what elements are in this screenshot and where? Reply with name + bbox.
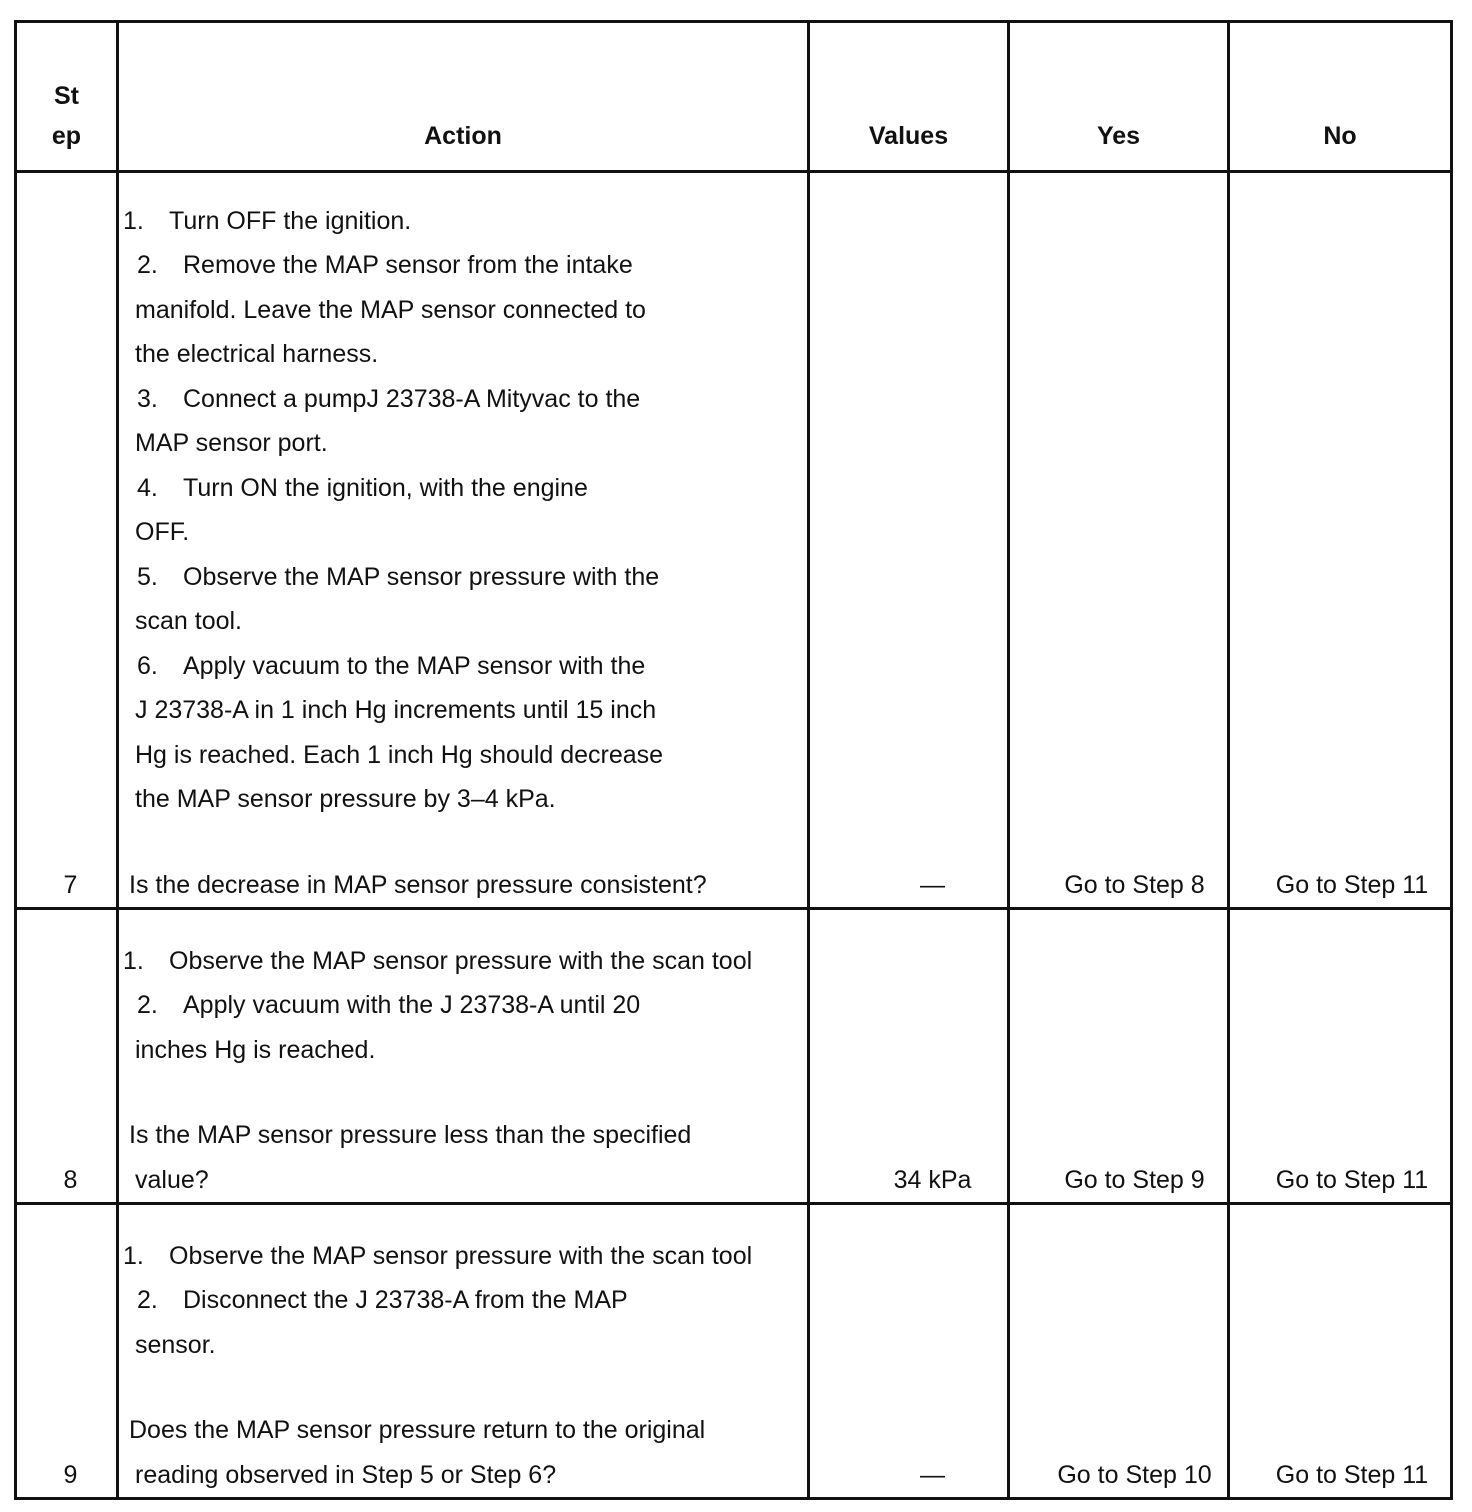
header-no: No — [1229, 22, 1452, 172]
diagnostic-table — [14, 20, 1453, 1500]
list-item: 5. Observe the MAP sensor pressure with the — [137, 562, 660, 591]
header-row — [16, 22, 1452, 172]
question-text: Is the decrease in MAP sensor pressure consistent? — [129, 870, 707, 899]
no-cell — [1229, 909, 1452, 1204]
yes-text: Go to Step 10 — [1057, 1460, 1212, 1489]
action-cell — [118, 909, 809, 1204]
list-item-continuation: sensor. — [135, 1330, 216, 1359]
header-step-label: St ep — [51, 82, 82, 150]
header-yes: Yes — [1009, 22, 1229, 172]
yes-cell — [1009, 1204, 1229, 1499]
value-text: — — [920, 1460, 945, 1489]
list-item: 1. Observe the MAP sensor pressure with the scan tool — [123, 1241, 753, 1270]
values-cell — [809, 1204, 1009, 1499]
step-cell — [16, 1204, 118, 1499]
table-row — [16, 1204, 1452, 1499]
yes-text: Go to Step 8 — [1064, 870, 1205, 899]
list-item: 2. Remove the MAP sensor from the intake — [137, 251, 633, 279]
list-item-continuation: scan tool. — [135, 607, 243, 635]
list-item: 2. Disconnect the J 23738-A from the MAP — [137, 1286, 628, 1314]
no-text: Go to Step 11 — [1275, 1165, 1429, 1194]
header-step — [16, 22, 118, 172]
question-text: Does the MAP sensor pressure return to the original — [129, 1416, 706, 1444]
yes-cell — [1009, 172, 1229, 909]
yes-cell — [1009, 909, 1229, 1204]
no-text: Go to Step 11 — [1275, 870, 1429, 899]
question-text: reading observed in Step 5 or Step 6? — [135, 1460, 557, 1489]
list-item-continuation: the MAP sensor pressure by 3–4 kPa. — [135, 785, 556, 813]
step-cell — [16, 172, 118, 909]
action-cell — [118, 172, 809, 909]
spacer — [119, 822, 807, 863]
no-cell — [1229, 1204, 1452, 1499]
question-text: Is the MAP sensor pressure less than the specified — [129, 1121, 692, 1149]
header-values: Values — [809, 22, 1009, 172]
spacer — [119, 1072, 807, 1113]
list-item-continuation: Hg is reached. Each 1 inch Hg should decrease — [135, 740, 664, 769]
list-item-continuation: J 23738-A in 1 inch Hg increments until 15 inch — [135, 696, 657, 724]
action-cell — [118, 1204, 809, 1499]
no-text: Go to Step 11 — [1275, 1460, 1429, 1489]
question-text: value? — [135, 1165, 209, 1194]
list-item: 1. Observe the MAP sensor pressure with the scan tool — [123, 946, 753, 975]
values-cell — [809, 172, 1009, 909]
step-number: 8 — [63, 1165, 78, 1194]
list-item: 3. Connect a pumpJ 23738-A Mityvac to the — [137, 384, 641, 413]
table-row — [16, 172, 1452, 909]
list-item-continuation: manifold. Leave the MAP sensor connected to — [135, 295, 646, 324]
step-number: 7 — [63, 870, 78, 899]
value-text: 34 kPa — [893, 1165, 972, 1194]
list-item-continuation: OFF. — [135, 518, 190, 546]
no-cell — [1229, 172, 1452, 909]
spacer — [119, 1367, 807, 1408]
list-item-continuation: the electrical harness. — [135, 340, 379, 368]
list-item-continuation: MAP sensor port. — [135, 429, 328, 457]
step-number: 9 — [63, 1460, 78, 1489]
list-item: 2. Apply vacuum with the J 23738-A until 20 — [137, 991, 641, 1019]
value-text: — — [920, 870, 945, 899]
list-item: 6. Apply vacuum to the MAP sensor with the — [137, 651, 646, 680]
list-item-continuation: inches Hg is reached. — [135, 1035, 376, 1064]
yes-text: Go to Step 9 — [1064, 1165, 1205, 1194]
header-action: Action — [118, 22, 809, 172]
table-row — [16, 909, 1452, 1204]
list-item: 4. Turn ON the ignition, with the engine — [137, 473, 588, 502]
values-cell — [809, 909, 1009, 1204]
step-cell — [16, 909, 118, 1204]
list-item: 1. Turn OFF the ignition. — [123, 206, 412, 235]
